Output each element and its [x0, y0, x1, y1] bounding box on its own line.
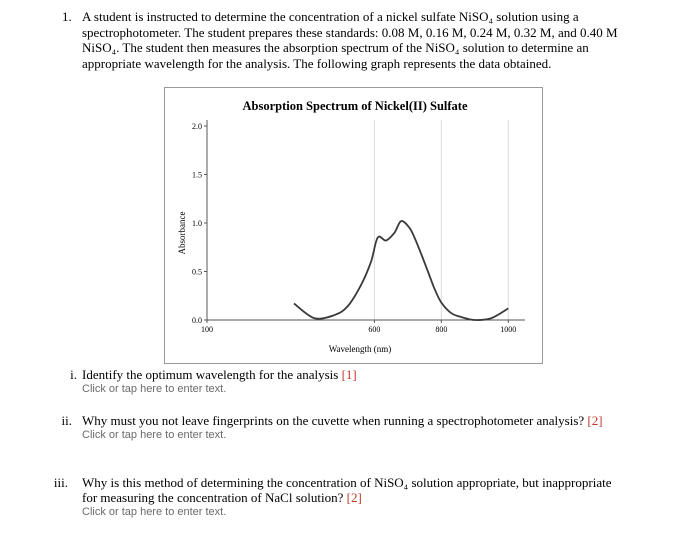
y-tick-label: 1.5 [192, 170, 202, 180]
y-tick-label: 0.5 [192, 267, 202, 277]
question-iii-text-line-2: for measuring the concentration of NaCl solution? [82, 490, 347, 505]
question-number: 1. [62, 9, 72, 24]
question-iii-marks: [2] [346, 490, 362, 505]
question-iii-text-block [82, 475, 672, 520]
question-ii-numeral: ii. [61, 413, 72, 428]
question-1-line-3: NiSO₄. The student then measures the absorption spectrum of the NiSO₄ solution to determine an [82, 40, 589, 55]
question-1-line-2: spectrophotometer. The student prepares these standards: 0.08 M, 0.16 M, 0.24 M, 0.32 M, and 0.40 M [82, 24, 618, 40]
y-tick-label: 1.0 [192, 219, 202, 228]
x-tick-label: 1000 [500, 325, 517, 334]
answer-field-ii[interactable]: Click or tap here to enter text. [82, 429, 227, 441]
x-tick-label: 800 [435, 325, 448, 334]
question-1-text [82, 9, 662, 71]
question-ii-text: Why must you not leave fingerprints on the cuvette when running a spectrophotometer analysis? [82, 413, 588, 428]
chart-canvas [165, 88, 542, 363]
y-tick-label: 2.0 [192, 122, 202, 131]
x-tick-label: 100 [201, 325, 213, 334]
chart-title: Absorption Spectrum of Nickel(II) Sulfate [242, 99, 468, 113]
absorbance-curve [294, 221, 508, 320]
y-axis-label: Absorbance [177, 211, 187, 255]
question-i-text: Identify the optimum wavelength for the analysis [82, 367, 342, 382]
question-1-line-1: A student is instructed to determine the concentration of a nickel sulfate NiSO₄ solution using a [82, 9, 579, 24]
absorption-spectrum-chart [164, 87, 543, 364]
question-i-text-block [82, 367, 642, 397]
x-axis-label: Wavelength (nm) [328, 344, 392, 354]
question-ii-marks: [2] [587, 413, 603, 428]
question-iii-numeral: iii. [53, 475, 68, 490]
question-1-line-4: appropriate wavelength for the analysis. The following graph represents the data obtained. [82, 55, 552, 71]
question-iii-text-line-1: Why is this method of determining the concentration of NiSO₄ solution appropriate, but inappropriate [82, 475, 612, 490]
x-tick-label: 600 [368, 325, 381, 334]
question-i-marks: [1] [341, 367, 357, 382]
answer-field-i[interactable]: Click or tap here to enter text. [82, 383, 227, 395]
y-tick-label: 0.0 [192, 316, 202, 325]
question-i-numeral: i. [70, 367, 77, 382]
question-ii-text-block [82, 413, 662, 443]
answer-field-iii[interactable]: Click or tap here to enter text. [82, 506, 227, 518]
